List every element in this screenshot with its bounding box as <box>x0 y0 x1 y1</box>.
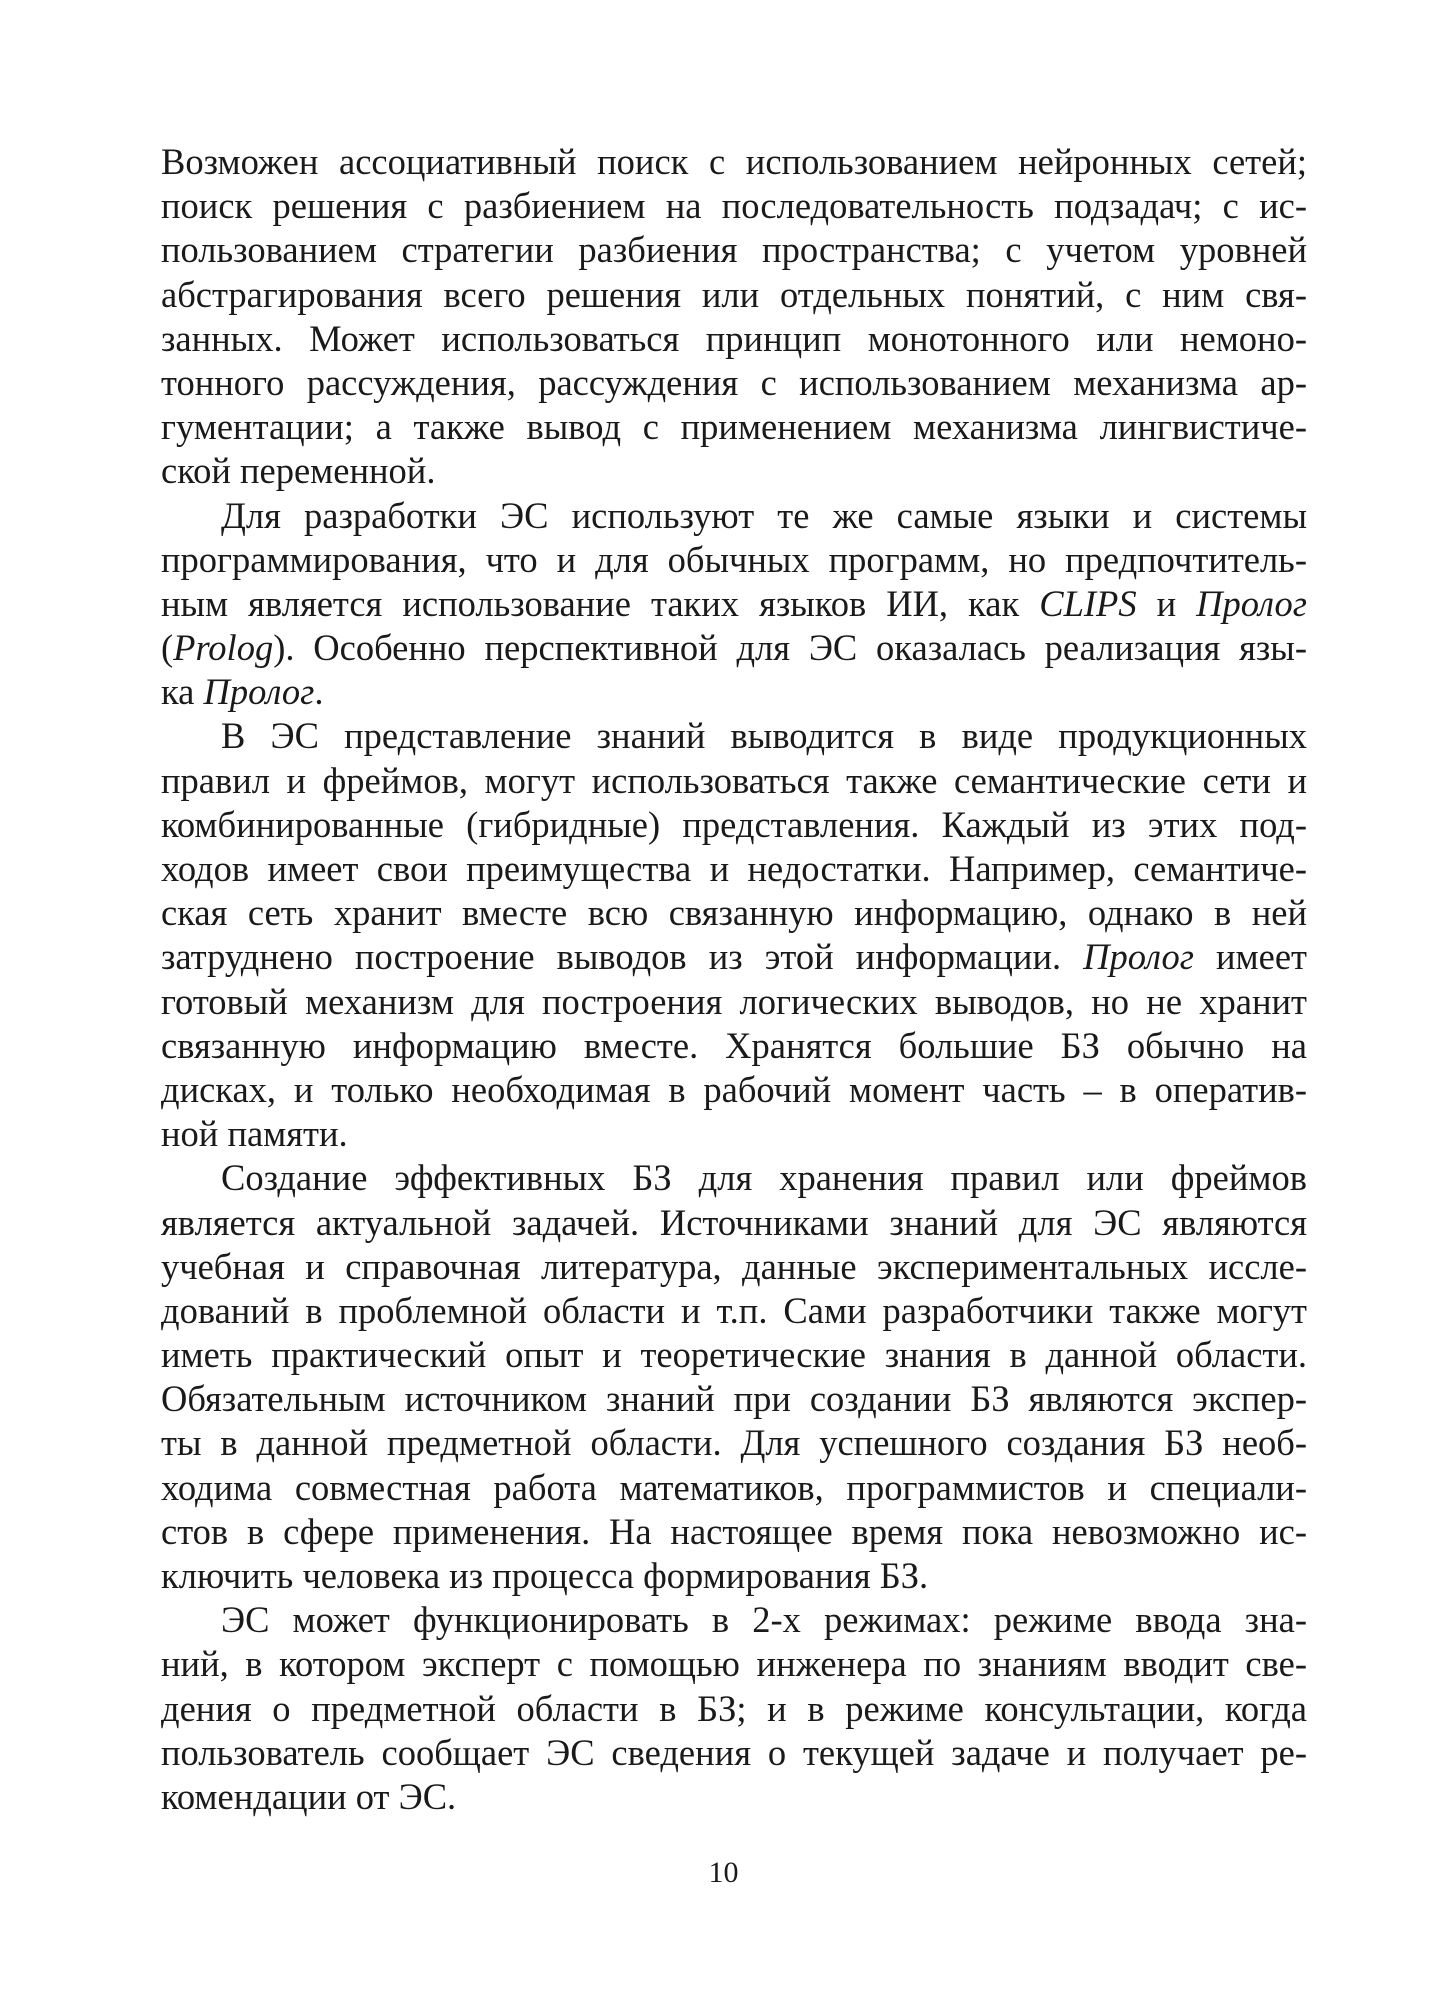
text-line: затруднено построение выводов из этой информации. Пролог имеет <box>161 936 1307 978</box>
text-line: ская сеть хранит вместе всю связанную информацию, однако в ней <box>161 892 1307 934</box>
text-line: ходима совместная работа математиков, программистов и специали- <box>161 1466 1307 1508</box>
text-line: ЭС может функционировать в 2-х режимах: режиме ввода зна- <box>221 1599 1307 1641</box>
text-line: стов в сфере применения. На настоящее время пока невозможно ис- <box>161 1510 1307 1552</box>
text-line: ты в данной предметной области. Для успешного создания БЗ необ- <box>161 1422 1307 1464</box>
text-line: дисках, и только необходимая в рабочий момент часть – в оператив- <box>161 1068 1307 1110</box>
text-line: ключить человека из процесса формирования БЗ. <box>161 1555 929 1596</box>
text-line: ка Пролог. <box>161 671 324 713</box>
text-line: ным является использование таких языков ИИ, как CLIPS и Пролог <box>161 582 1307 624</box>
text-line: Для разработки ЭС используют те же самые языки и системы <box>221 494 1307 536</box>
text-line: В ЭС представление знаний выводится в виде продукционных <box>221 715 1307 757</box>
text-line: поиск решения с разбиением на последовательность подзадач; с ис- <box>161 185 1307 227</box>
text-line: ходов имеет свои преимущества и недостатки. Например, семантиче- <box>161 848 1307 889</box>
text-line: иметь практический опыт и теоретические знания в данной области. <box>161 1334 1307 1376</box>
text-line: пользователь сообщает ЭС сведения о текущей задаче и получает ре- <box>161 1731 1307 1773</box>
text-line: занных. Может использоваться принцип монотонного или немоно- <box>161 317 1307 359</box>
body-text <box>161 140 1307 1819</box>
text-line: дения о предметной области в БЗ; и в режиме консультации, когда <box>161 1687 1307 1729</box>
text-line: пользованием стратегии разбиения пространства; с учетом уровней <box>161 229 1307 271</box>
text-line: Обязательным источником знаний при создании БЗ являются экспер- <box>161 1378 1307 1420</box>
page-number: 10 <box>708 1856 739 1889</box>
text-line: (Prolog). Особенно перспективной для ЭС оказалась реализация язы- <box>161 627 1307 669</box>
text-line: ний, в котором эксперт с помощью инженера по знаниям вводит све- <box>161 1643 1307 1685</box>
text-line: является актуальной задачей. Источниками знаний для ЭС являются <box>161 1201 1307 1243</box>
text-line: связанную информацию вместе. Хранятся большие БЗ обычно на <box>161 1024 1307 1066</box>
text-line: готовый механизм для построения логических выводов, но не хранит <box>161 980 1307 1022</box>
text-line: тонного рассуждения, рассуждения с использованием механизма ар- <box>161 361 1307 403</box>
text-line: Возможен ассоциативный поиск с использованием нейронных сетей; <box>161 141 1307 182</box>
text-line: абстрагирования всего решения или отдельных понятий, с ним свя- <box>161 273 1307 315</box>
text-line: учебная и справочная литература, данные экспериментальных иссле- <box>161 1245 1307 1287</box>
text-line: комендации от ЭС. <box>161 1775 457 1817</box>
text-line: комбинированные (гибридные) представления. Каждый из этих под- <box>161 803 1307 845</box>
text-line: ной памяти. <box>161 1113 348 1155</box>
text-line: гументации; а также вывод с применением механизма лингвистиче- <box>161 406 1307 448</box>
text-line: дований в проблемной области и т.п. Сами разработчики также могут <box>161 1289 1307 1331</box>
text-line: правил и фреймов, могут использоваться также семантические сети и <box>161 759 1307 801</box>
text-line: ской переменной. <box>161 450 436 492</box>
text-line: программирования, что и для обычных программ, но предпочтитель- <box>161 538 1307 580</box>
text-line: Создание эффективных БЗ для хранения правил или фреймов <box>221 1157 1307 1199</box>
